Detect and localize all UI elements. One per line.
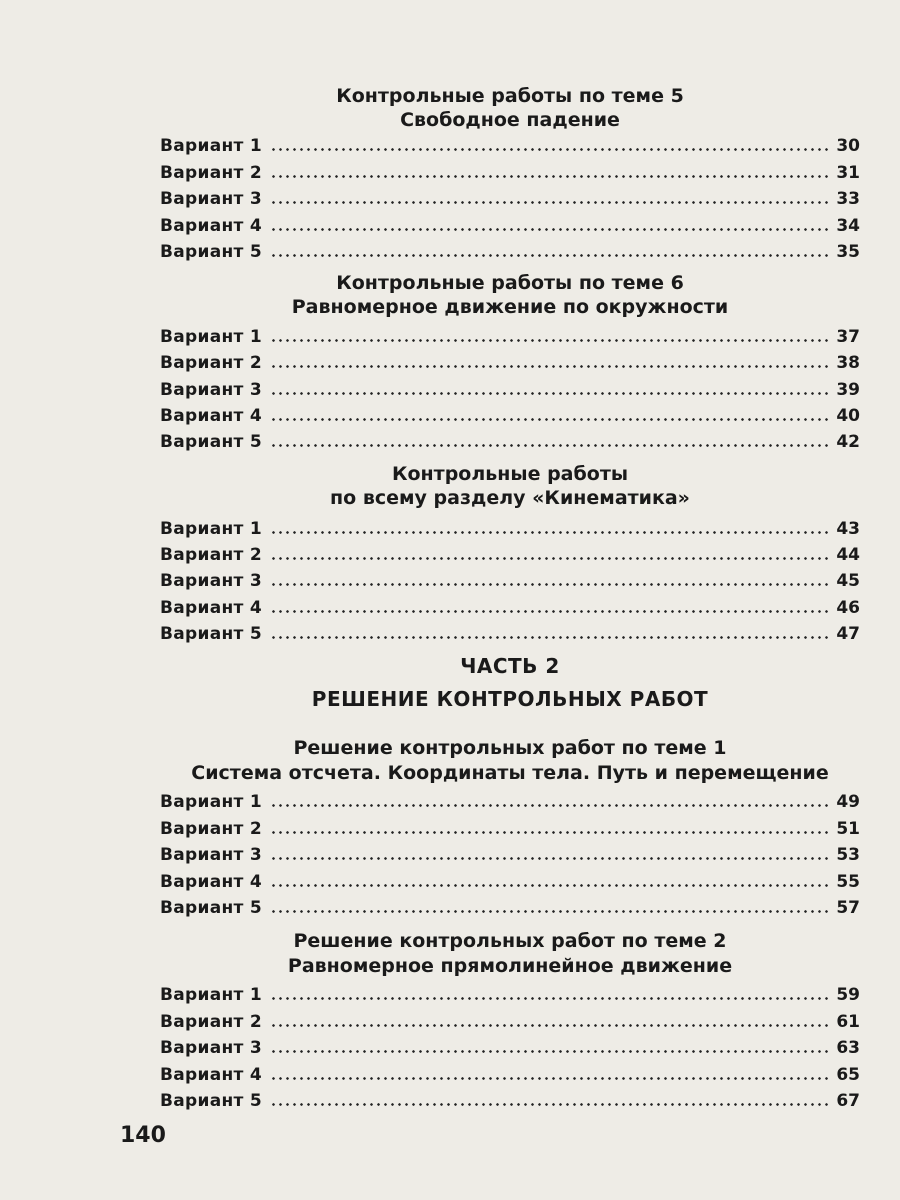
dot-leader: [270, 392, 830, 395]
toc-entry-label: Вариант 2: [160, 545, 263, 565]
toc-entry: [160, 400, 860, 426]
toc-entry-label: Вариант 5: [160, 624, 263, 644]
toc-entry: [160, 839, 860, 865]
section-heading: по всему разделу «Кинематика»: [330, 487, 690, 509]
toc-entry: [160, 157, 860, 183]
toc-entry-label: Вариант 4: [160, 598, 263, 618]
dot-leader: [270, 857, 830, 860]
toc-entry-label: Вариант 2: [160, 163, 263, 183]
toc-entry-label: Вариант 4: [160, 872, 263, 892]
toc-entry: [160, 786, 860, 812]
dot-leader: [270, 610, 830, 613]
dot-leader: [270, 201, 830, 204]
dot-leader: [270, 884, 830, 887]
toc-entry: [160, 539, 860, 565]
toc-entry-label: Вариант 4: [160, 1065, 263, 1085]
toc-entry: [160, 374, 860, 400]
toc-entry: [160, 1006, 860, 1032]
section-heading: Свободное падение: [400, 109, 620, 131]
toc-entry-page: 34: [836, 216, 860, 236]
dot-leader: [270, 228, 830, 231]
dot-leader: [270, 531, 830, 534]
toc-entry-label: Вариант 5: [160, 432, 263, 452]
toc-entry: [160, 210, 860, 236]
toc-entry-page: 37: [836, 327, 860, 347]
toc-entry-page: 47: [836, 624, 860, 644]
toc-entry-page: 59: [836, 985, 860, 1005]
toc-entry: [160, 892, 860, 918]
toc-entry-label: Вариант 4: [160, 406, 263, 426]
toc-entry-label: Вариант 5: [160, 898, 263, 918]
dot-leader: [270, 583, 830, 586]
toc-entry: [160, 1085, 860, 1111]
toc-entry-page: 38: [836, 353, 860, 373]
section-heading: Равномерное прямолинейное движение: [287, 955, 733, 977]
dot-leader: [270, 365, 830, 368]
toc-entry-label: Вариант 4: [160, 216, 263, 236]
dot-leader: [270, 910, 830, 913]
section-heading: Контрольные работы: [391, 463, 629, 485]
toc-entry-page: 57: [836, 898, 860, 918]
dot-leader: [270, 557, 830, 560]
dot-leader: [270, 997, 830, 1000]
toc-entry-page: 33: [836, 189, 860, 209]
toc-entry: [160, 592, 860, 618]
toc-entry: [160, 321, 860, 347]
toc-entry-page: 51: [836, 819, 860, 839]
section-heading: ЧАСТЬ 2: [460, 654, 560, 678]
toc-entry-label: Вариант 1: [160, 792, 263, 812]
toc-entry-page: 63: [836, 1038, 860, 1058]
section-heading: Решение контрольных работ по теме 2: [293, 930, 727, 952]
toc-entry: [160, 513, 860, 539]
toc-entry-page: 61: [836, 1012, 860, 1032]
dot-leader: [270, 418, 830, 421]
toc-entry-page: 53: [836, 845, 860, 865]
toc-entry: [160, 813, 860, 839]
toc-entry-label: Вариант 3: [160, 571, 263, 591]
dot-leader: [270, 254, 830, 257]
toc-entry-page: 65: [836, 1065, 860, 1085]
toc-entry-page: 45: [836, 571, 860, 591]
toc-entry-label: Вариант 2: [160, 353, 263, 373]
toc-entry-label: Вариант 2: [160, 1012, 263, 1032]
dot-leader: [270, 148, 830, 151]
toc-entry: [160, 1059, 860, 1085]
dot-leader: [270, 444, 830, 447]
dot-leader: [270, 1024, 830, 1027]
section-heading: Решение контрольных работ по теме 1: [293, 737, 727, 759]
section-heading: Контрольные работы по теме 6: [336, 272, 684, 294]
dot-leader: [270, 1103, 830, 1106]
toc-entry-label: Вариант 3: [160, 189, 263, 209]
toc-entry-label: Вариант 1: [160, 519, 263, 539]
toc-entry: [160, 979, 860, 1005]
toc-entry-page: 46: [836, 598, 860, 618]
toc-entry: [160, 183, 860, 209]
toc-entry-label: Вариант 3: [160, 380, 263, 400]
toc-entry: [160, 866, 860, 892]
toc-entry-label: Вариант 1: [160, 985, 263, 1005]
section-heading: Контрольные работы по теме 5: [336, 85, 684, 107]
dot-leader: [270, 1077, 830, 1080]
toc-entry-page: 67: [836, 1091, 860, 1111]
section-heading: Равномерное движение по окружности: [291, 296, 729, 318]
toc-entry-label: Вариант 1: [160, 136, 263, 156]
toc-entry: [160, 236, 860, 262]
toc-entry-label: Вариант 2: [160, 819, 263, 839]
section-heading: Система отсчета. Координаты тела. Путь и перемещение: [191, 762, 829, 784]
toc-entry: [160, 1032, 860, 1058]
dot-leader: [270, 175, 830, 178]
toc-entry-page: 49: [836, 792, 860, 812]
toc-entry: [160, 130, 860, 156]
section-heading: РЕШЕНИЕ КОНТРОЛЬНЫХ РАБОТ: [311, 687, 709, 711]
toc-entry: [160, 426, 860, 452]
toc-entry-label: Вариант 3: [160, 1038, 263, 1058]
dot-leader: [270, 804, 830, 807]
toc-entry-page: 31: [836, 163, 860, 183]
toc-entry-page: 44: [836, 545, 860, 565]
dot-leader: [270, 831, 830, 834]
toc-entry-page: 39: [836, 380, 860, 400]
toc-entry-page: 40: [836, 406, 860, 426]
toc-entry-page: 55: [836, 872, 860, 892]
dot-leader: [270, 339, 830, 342]
toc-entry: [160, 618, 860, 644]
toc-entry-page: 30: [836, 136, 860, 156]
dot-leader: [270, 1050, 830, 1053]
toc-entry-label: Вариант 1: [160, 327, 263, 347]
toc-entry: [160, 565, 860, 591]
toc-entry-page: 35: [836, 242, 860, 262]
toc-entry-label: Вариант 5: [160, 1091, 263, 1111]
toc-entry-page: 42: [836, 432, 860, 452]
dot-leader: [270, 636, 830, 639]
toc-entry-label: Вариант 5: [160, 242, 263, 262]
toc-entry-label: Вариант 3: [160, 845, 263, 865]
toc-entry-page: 43: [836, 519, 860, 539]
page-number: 140: [120, 1123, 166, 1148]
toc-entry: [160, 347, 860, 373]
